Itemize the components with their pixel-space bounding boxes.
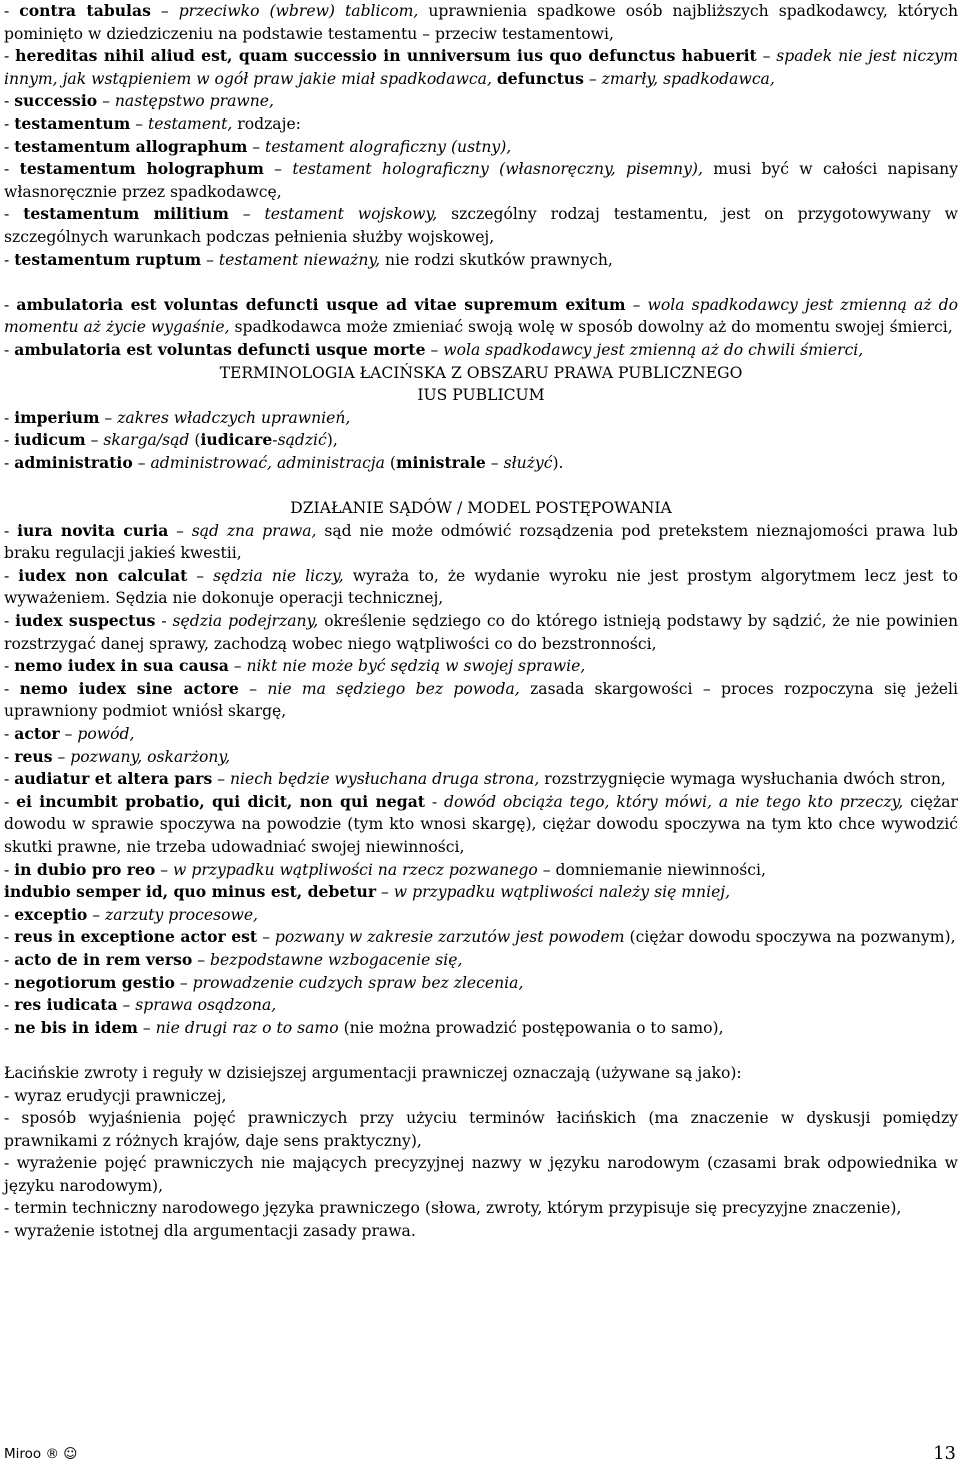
text-run: - [4, 657, 15, 676]
paragraph [4, 881, 958, 904]
text-run: - [4, 679, 20, 698]
section-heading [4, 384, 958, 407]
paragraph [4, 610, 958, 655]
text-run: DZIAŁANIE SĄDÓW / MODEL POSTĘPOWANIA [290, 499, 672, 518]
text-run: nie rodzi skutków prawnych, [380, 250, 613, 269]
text-run: – [625, 295, 648, 314]
text-run: – [192, 950, 210, 969]
paragraph [4, 113, 958, 136]
text-run: – [583, 69, 602, 88]
paragraph [4, 994, 958, 1017]
text-run: – [187, 566, 214, 585]
text-run: – [228, 657, 247, 676]
text-run: ), [326, 431, 338, 450]
paragraph [4, 429, 958, 452]
paragraph [4, 678, 958, 723]
latin-term: testamentum [14, 113, 131, 133]
text-run: – [257, 928, 275, 947]
text-run: - [4, 114, 15, 133]
text-run: - [4, 905, 15, 924]
text-run: - [4, 205, 24, 224]
translation: spadek nie jest niczym innym, jak wstąpieniem w ogół praw jakie miał spadkodawca, [4, 47, 959, 88]
text-run: musi być w całości napisany własnoręcznie przez spadkodawcę, [4, 160, 958, 201]
page-footer [4, 1440, 956, 1462]
latin-term: ministrale [396, 452, 486, 472]
text-run: szczególny rodzaj testamentu, jest on przygotowywany w szczególnych warunkach podczas pełnienia służby wojskowej, [4, 205, 958, 246]
text-run: – [85, 431, 104, 450]
text-run: - [4, 47, 16, 66]
text-run: określenie sędziego co do którego istnieją podstawy by sądzić, że nie powinien rozstrzygać danej sprawy, zachodzą wobec niego wątpliwości co do bezstronności, [4, 612, 958, 653]
text-run: – [756, 47, 777, 66]
translation: wola spadkodawcy jest zmienną aż do momentu aż życie wygaśnie, [4, 295, 958, 337]
paragraph [4, 1197, 958, 1220]
latin-term: actor [14, 724, 60, 743]
paragraph [4, 791, 958, 859]
latin-term: iudicum [14, 430, 86, 450]
translation: następstwo prawne, [114, 92, 274, 111]
text-run: – [238, 679, 268, 698]
translation: dowód obciąża tego, który mówi, a nie tego kto przeczy, [443, 792, 904, 811]
text-run: - wyrażenie pojęć prawniczych nie mających precyzyjnej nazwy w języku narodowym (czasami brak odpowiednika w języku narodowym), [4, 1154, 958, 1195]
text-run: - [4, 250, 15, 269]
text-run: - [272, 431, 278, 450]
text-run: - termin techniczny narodowego języka prawniczego (słowa, zwroty, którym przypisuje się precyzyjne znaczenie), [4, 1199, 902, 1218]
text-run: – [97, 92, 115, 111]
translation: sędzia nie liczy, [213, 566, 344, 585]
translation: w przypadku wątpliwości należy się mniej, [393, 883, 731, 902]
latin-term: nemo iudex sine actore [19, 678, 239, 698]
paragraph [4, 1017, 958, 1040]
paragraph [4, 723, 958, 746]
latin-term: negotiorum gestio [14, 972, 175, 992]
paragraph [4, 45, 958, 90]
text-run: (ciężar dowodu spoczywa na pozwanym), [624, 928, 956, 947]
text-run: - [4, 431, 15, 450]
paragraph [4, 972, 958, 995]
latin-term: iura novita curia [17, 520, 169, 540]
text-run: – [137, 1018, 156, 1037]
text-run: – [247, 137, 266, 156]
text-run: - wyrażenie istotnej dla argumentacji zasady prawa. [4, 1222, 416, 1241]
text-run: ). [552, 453, 564, 472]
latin-term: hereditas nihil aliud est, quam successio in unniversum ius quo defunctus habuerit [15, 46, 757, 66]
paragraph [4, 904, 958, 927]
paragraph [4, 520, 958, 565]
latin-term: acto de in rem verso [14, 949, 193, 969]
translation: administrować, administracja [150, 453, 385, 472]
latin-term: ambulatoria est voluntas defuncti usque morte [14, 339, 426, 359]
text-run: ( [189, 431, 201, 450]
translation: testament wojskowy, [264, 205, 438, 224]
text-run: - [4, 408, 15, 427]
translation: zmarły, spadkodawca, [601, 69, 775, 88]
text-run: - [4, 1018, 15, 1037]
latin-term: exceptio [14, 904, 88, 924]
text-run: – [117, 996, 136, 1015]
translation: nikt nie może być sędzią w swojej sprawie, [246, 657, 586, 676]
translation: sądzić [277, 431, 327, 450]
text-run: – [212, 770, 230, 789]
text-run: spadkodawca może zmieniać swoją wolę w sposób dowolny aż do momentu swojej śmierci, [229, 318, 953, 337]
text-run: - [4, 160, 20, 179]
text-run: – [485, 453, 504, 472]
translation: powód, [77, 725, 135, 743]
text-run: – [168, 521, 192, 540]
text-run: - [4, 792, 17, 811]
latin-term: in dubio pro reo [14, 859, 156, 879]
translation: skarga/sąd [103, 431, 190, 450]
text-run: ( [384, 453, 396, 472]
text-run: - [4, 928, 15, 947]
paragraph [4, 1085, 958, 1108]
translation: sędzia podejrzany, [172, 612, 319, 631]
text-run: IUS PUBLICUM [417, 386, 545, 405]
text-run: – [425, 340, 444, 359]
latin-term: testamentum holographum [19, 159, 264, 179]
paragraph [4, 0, 958, 45]
latin-term: testamentum allographum [14, 136, 248, 156]
translation: testament alograficzny (ustny), [265, 137, 512, 156]
text-run: - [4, 521, 18, 540]
paragraph [4, 926, 958, 949]
paragraph [4, 407, 958, 430]
paragraph [4, 249, 958, 272]
text-run: - wyraz erudycji prawniczej, [4, 1086, 227, 1105]
text-run: rodzaje: [232, 114, 301, 133]
section-heading [4, 362, 958, 385]
latin-term: ne bis in idem [14, 1017, 138, 1037]
paragraph [4, 859, 958, 882]
translation: w przypadku wątpliwości na rzecz pozwanego [173, 860, 538, 879]
blank-line [4, 271, 958, 294]
latin-term: imperium [14, 407, 100, 427]
translation: wola spadkodawcy jest zmienną aż do chwili śmierci, [443, 340, 864, 359]
paragraph [4, 339, 958, 362]
text-run: - [4, 295, 17, 314]
text-run: uprawnienia spadkowe osób najbliższych spadkodawcy, których pominięto w dziedziczeniu na podstawie testamentu – przeciw testamentowi, [4, 2, 958, 43]
translation: testament nieważny, [218, 250, 381, 269]
section-heading [4, 497, 958, 520]
translation: pozwany w zakresie zarzutów jest powodem [274, 928, 625, 947]
paragraph [4, 1062, 958, 1085]
text-run: – [132, 453, 151, 472]
page-number: 13 [933, 1443, 956, 1464]
translation: zakres władczych uprawnień, [117, 408, 351, 427]
latin-term: reus [14, 746, 53, 766]
latin-term: indubio semper id, quo minus est, debetur [4, 882, 377, 902]
text-run: – [99, 408, 118, 427]
translation: nie drugi raz o to samo [155, 1018, 339, 1037]
text-run: wyraża to, że wydanie wyroku nie jest prostym algorytmem lecz jest to wyważeniem. Sędzia nie dokonuje operacji technicznej, [4, 566, 958, 608]
blank-line [4, 1039, 958, 1062]
translation: pozwany, oskarżony, [70, 747, 231, 766]
translation: przeciwko (wbrew) tablicom, [178, 2, 419, 20]
translation: zarzuty procesowe, [105, 905, 258, 924]
paragraph [4, 158, 958, 203]
latin-term: contra tabulas [19, 1, 151, 20]
latin-term: iudicare [200, 430, 273, 450]
text-run: - [4, 770, 15, 789]
latin-term: reus in exceptione actor est [14, 927, 258, 947]
paragraph [4, 1107, 958, 1152]
latin-term: nemo iudex in sua causa [14, 656, 229, 676]
latin-term: iudex suspectus [15, 611, 156, 631]
paragraph [4, 90, 958, 113]
text-run: – [201, 250, 219, 269]
paragraph [4, 452, 958, 475]
text-run: - [4, 2, 20, 20]
text-run: – domniemanie niewinności, [537, 860, 766, 879]
text-run: - [4, 453, 15, 472]
paragraph [4, 565, 958, 610]
text-run: – [228, 205, 265, 224]
text-run: TERMINOLOGIA ŁACIŃSKA Z OBSZARU PRAWA PUBLICZNEGO [219, 363, 743, 382]
text-run: - [4, 612, 16, 631]
footer-author: Miroo ® ☺ [4, 1446, 78, 1462]
text-run: - [4, 996, 15, 1015]
text-run: sąd nie może odmówić rozsądzenia pod pretekstem nieznajomości prawa lub braku regulacji jakieś kwestii, [4, 521, 958, 563]
paragraph [4, 655, 958, 678]
translation: nie ma sędziego bez powoda, [267, 679, 520, 698]
text-run: - [155, 612, 173, 631]
latin-term: testamentum ruptum [14, 249, 202, 269]
blank-line [4, 474, 958, 497]
translation: służyć [503, 453, 553, 472]
text-run: - [4, 860, 15, 879]
translation: bezpodstawne wzbogacenie się, [209, 950, 463, 969]
latin-term: ei incumbit probatio, qui dicit, non qui negat [16, 791, 426, 811]
latin-term: audiatur et altera pars [14, 769, 213, 789]
translation: prowadzenie cudzych spraw bez zlecenia, [192, 973, 524, 992]
text-run: – [263, 160, 293, 179]
paragraph [4, 746, 958, 769]
translation: niech będzie wysłuchana druga strona, [229, 770, 540, 789]
text-run: - [4, 340, 15, 359]
text-run: - [4, 725, 15, 743]
text-run: – [155, 860, 174, 879]
translation: testament holograficzny (własnoręczny, pisemny), [292, 160, 703, 179]
paragraph [4, 1152, 958, 1197]
text-run: - [4, 137, 15, 156]
latin-term: defunctus [496, 68, 584, 88]
translation: sąd zna prawa, [191, 521, 317, 540]
paragraph [4, 768, 958, 791]
text-run: – [52, 747, 71, 766]
text-run: - [4, 92, 15, 111]
paragraph [4, 949, 958, 972]
latin-term: successio [14, 91, 98, 111]
text-run: – [87, 905, 106, 924]
paragraph [4, 1220, 958, 1243]
latin-term: testamentum militium [23, 204, 229, 224]
latin-term: iudex non calculat [18, 565, 188, 585]
text-run: - [425, 792, 444, 811]
text-run: – [150, 2, 179, 20]
latin-term: administratio [14, 452, 133, 472]
translation: sprawa osądzona, [135, 996, 277, 1015]
text-run: – [59, 725, 78, 743]
text-run: – [130, 114, 148, 133]
text-run: - [4, 747, 15, 766]
translation: testament, [147, 114, 233, 133]
paragraph [4, 136, 958, 159]
latin-term: res iudicata [14, 995, 118, 1015]
text-run: rozstrzygnięcie wymaga wysłuchania dwóch stron, [539, 770, 946, 789]
text-run: - sposób wyjaśnienia pojęć prawniczych przy użyciu terminów łacińskich (ma znaczenie w dyskusji pomiędzy prawnikami z różnych krajów, daje sens praktyczny), [4, 1109, 958, 1150]
text-run: - [4, 950, 15, 969]
paragraph [4, 294, 958, 339]
text-run: - [4, 566, 19, 585]
text-run: (nie można prowadzić postępowania o to samo), [338, 1018, 724, 1037]
text-run: Łacińskie zwroty i reguły w dzisiejszej argumentacji prawniczej oznaczają (używane są jako): [4, 1063, 742, 1082]
text-run: - [4, 973, 15, 992]
paragraph [4, 203, 958, 248]
document-body [4, 0, 958, 1243]
text-run: ciężar dowodu w sprawie spoczywa na powodzie (tym kto wnosi skargę), ciężar dowodu spoczywa na tym kto chce wywodzić skutki prawne, nie trzeba udowadniać swojej niewinności, [4, 792, 958, 856]
text-run: – [174, 973, 193, 992]
latin-term: ambulatoria est voluntas defuncti usque ad vitae supremum exitum [16, 294, 626, 314]
text-run: – [376, 883, 394, 902]
text-run: zasada skargowości – proces rozpoczyna się jeżeli uprawniony podmiot wniósł skargę, [4, 679, 958, 721]
